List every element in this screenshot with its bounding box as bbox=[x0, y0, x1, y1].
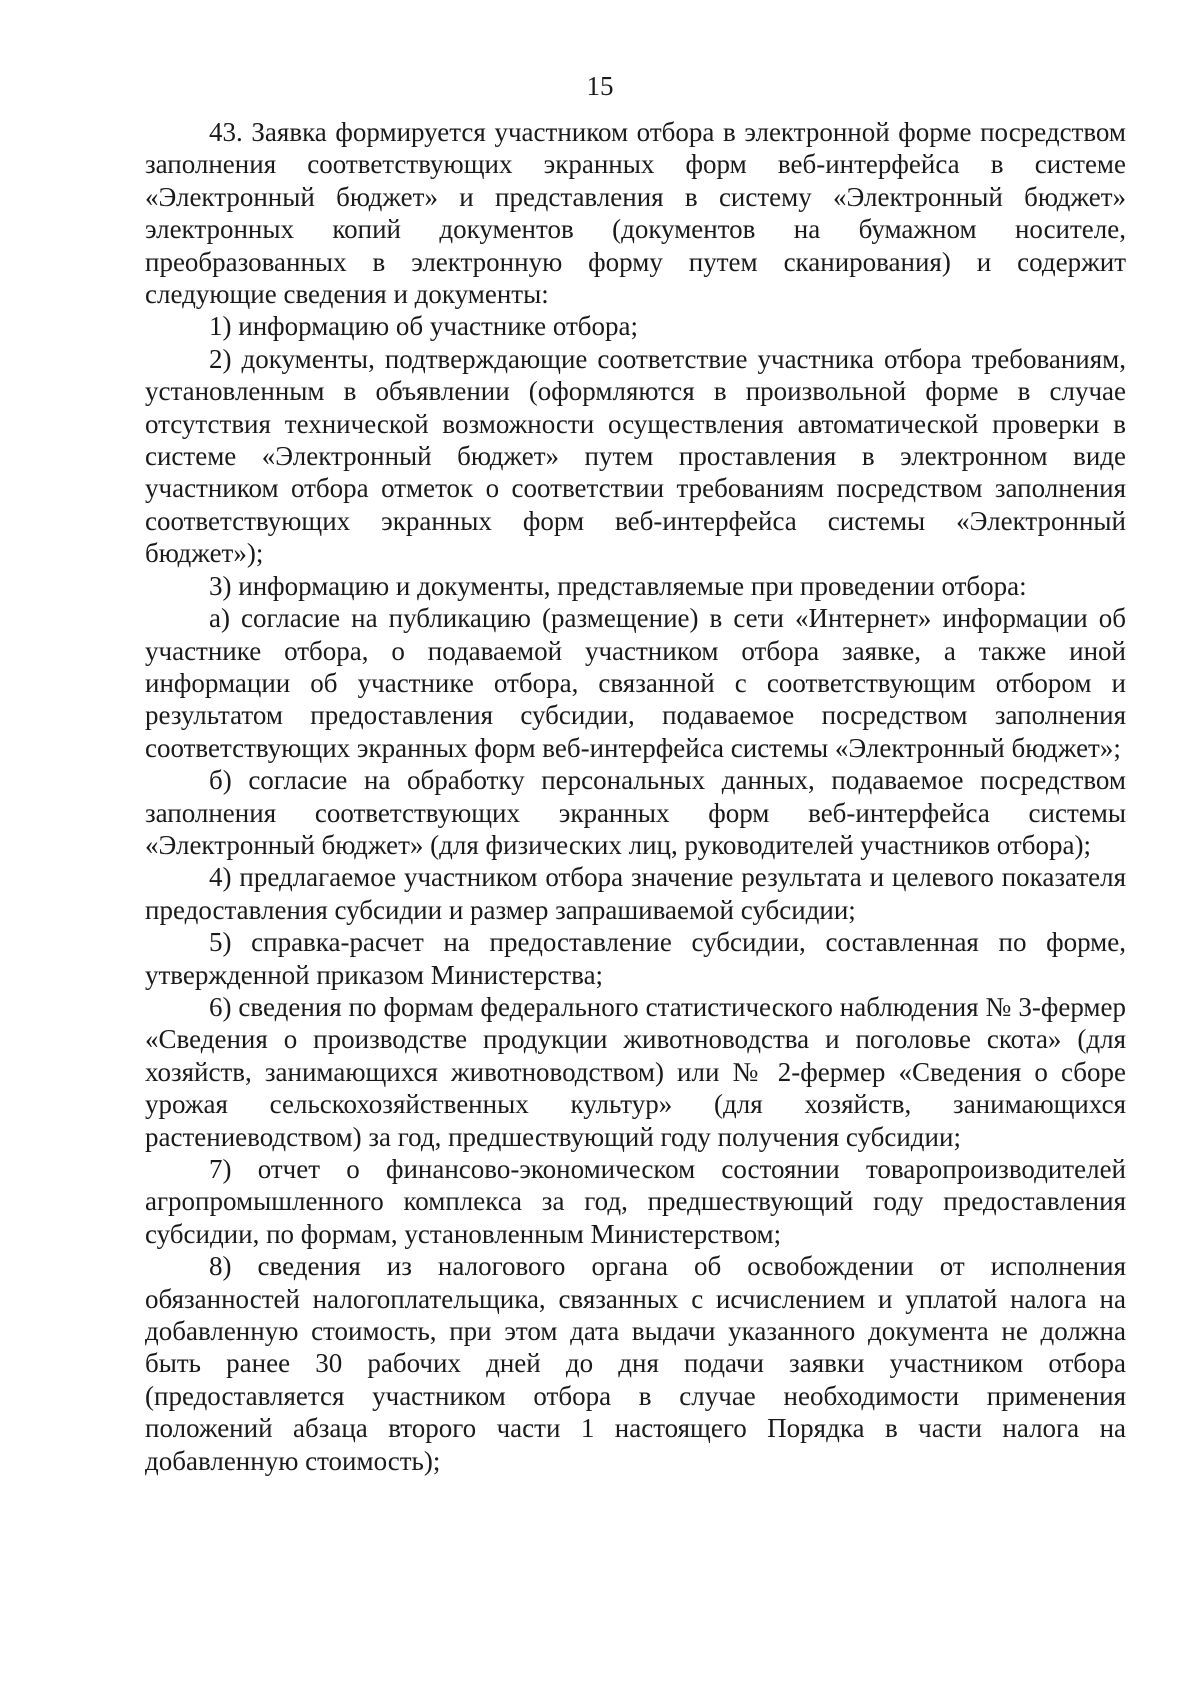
paragraph-43: 43. Заявка формируется участником отбора в электронной форме посредством заполнения соответствующих экранных форм веб-интерфейса в системе «Электронный бюджет» и представления в систему «Электронный бюджет» электронных копий документов (документов на бумажном носителе, преобразованных в электронную форму путем сканирования) и содержит следующие сведения и документы: bbox=[145, 117, 1126, 310]
paragraph-item-4: 4) предлагаемое участником отбора значение результата и целевого показателя предоставления субсидии и размер запрашиваемой субсидии; bbox=[145, 862, 1126, 925]
paragraph-item-8: 8) сведения из налогового органа об освобождении от исполнения обязанностей налогоплательщика, связанных с исчислением и уплатой налога на добавленную стоимость, при этом дата выдачи указанного документа не должна быть ранее 30 рабочих дней до дня подачи заявки участником отбора (предоставляется участником отбора в случае необходимости применения положений абзаца второго части 1 настоящего Порядка в части налога на добавленную стоимость); bbox=[145, 1251, 1126, 1476]
paragraph-item-6: 6) сведения по формам федерального статистического наблюдения № 3-фермер «Сведения о производстве продукции животноводства и поголовье скота» (для хозяйств, занимающихся животноводством) или № 2-фермер «Сведения о сборе урожая сельскохозяйственных культур» (для хозяйств, занимающихся растениеводством) за год, предшествующий году получения субсидии; bbox=[145, 991, 1126, 1152]
paragraph-item-2: 2) документы, подтверждающие соответствие участника отбора требованиям, установленным в объявлении (оформляются в произвольной форме в случае отсутствия технической возможности осуществления автоматической проверки в системе «Электронный бюджет» путем проставления в электронном виде участником отбора отметок о соответствии требованиям посредством заполнения соответствующих экранных форм веб-интерфейса системы «Электронный бюджет»); bbox=[145, 343, 1126, 569]
paragraph-item-1: 1) информацию об участнике отбора; bbox=[209, 311, 639, 342]
document-body bbox=[145, 116, 1126, 1477]
page-number: 15 bbox=[586, 71, 614, 101]
paragraph-item-3a: а) согласие на публикацию (размещение) в сети «Интернет» информации об участнике отбора, о подаваемой участником отбора заявке, а также иной информации об участнике отбора, связанной с соответствующим отбором и результатом предоставления субсидии, подаваемое посредством заполнения соответствующих экранных форм веб-интерфейса системы «Электронный бюджет»; bbox=[145, 603, 1126, 763]
paragraph-item-3b: б) согласие на обработку персональных данных, подаваемое посредством заполнения соответствующих экранных форм веб-интерфейса системы «Электронный бюджет» (для физических лиц, руководителей участников отбора); bbox=[145, 765, 1126, 860]
paragraph-item-7: 7) отчет о финансово-экономическом состоянии товаропроизводителей агропромышленного комплекса за год, предшествующий году предоставления субсидии, по формам, установленным Министерством; bbox=[145, 1154, 1126, 1249]
paragraph-item-5: 5) справка-расчет на предоставление субсидии, составленная по форме, утвержденной приказом Министерства; bbox=[145, 927, 1126, 990]
paragraph-item-3: 3) информацию и документы, представляемые при проведении отбора: bbox=[209, 570, 1027, 601]
